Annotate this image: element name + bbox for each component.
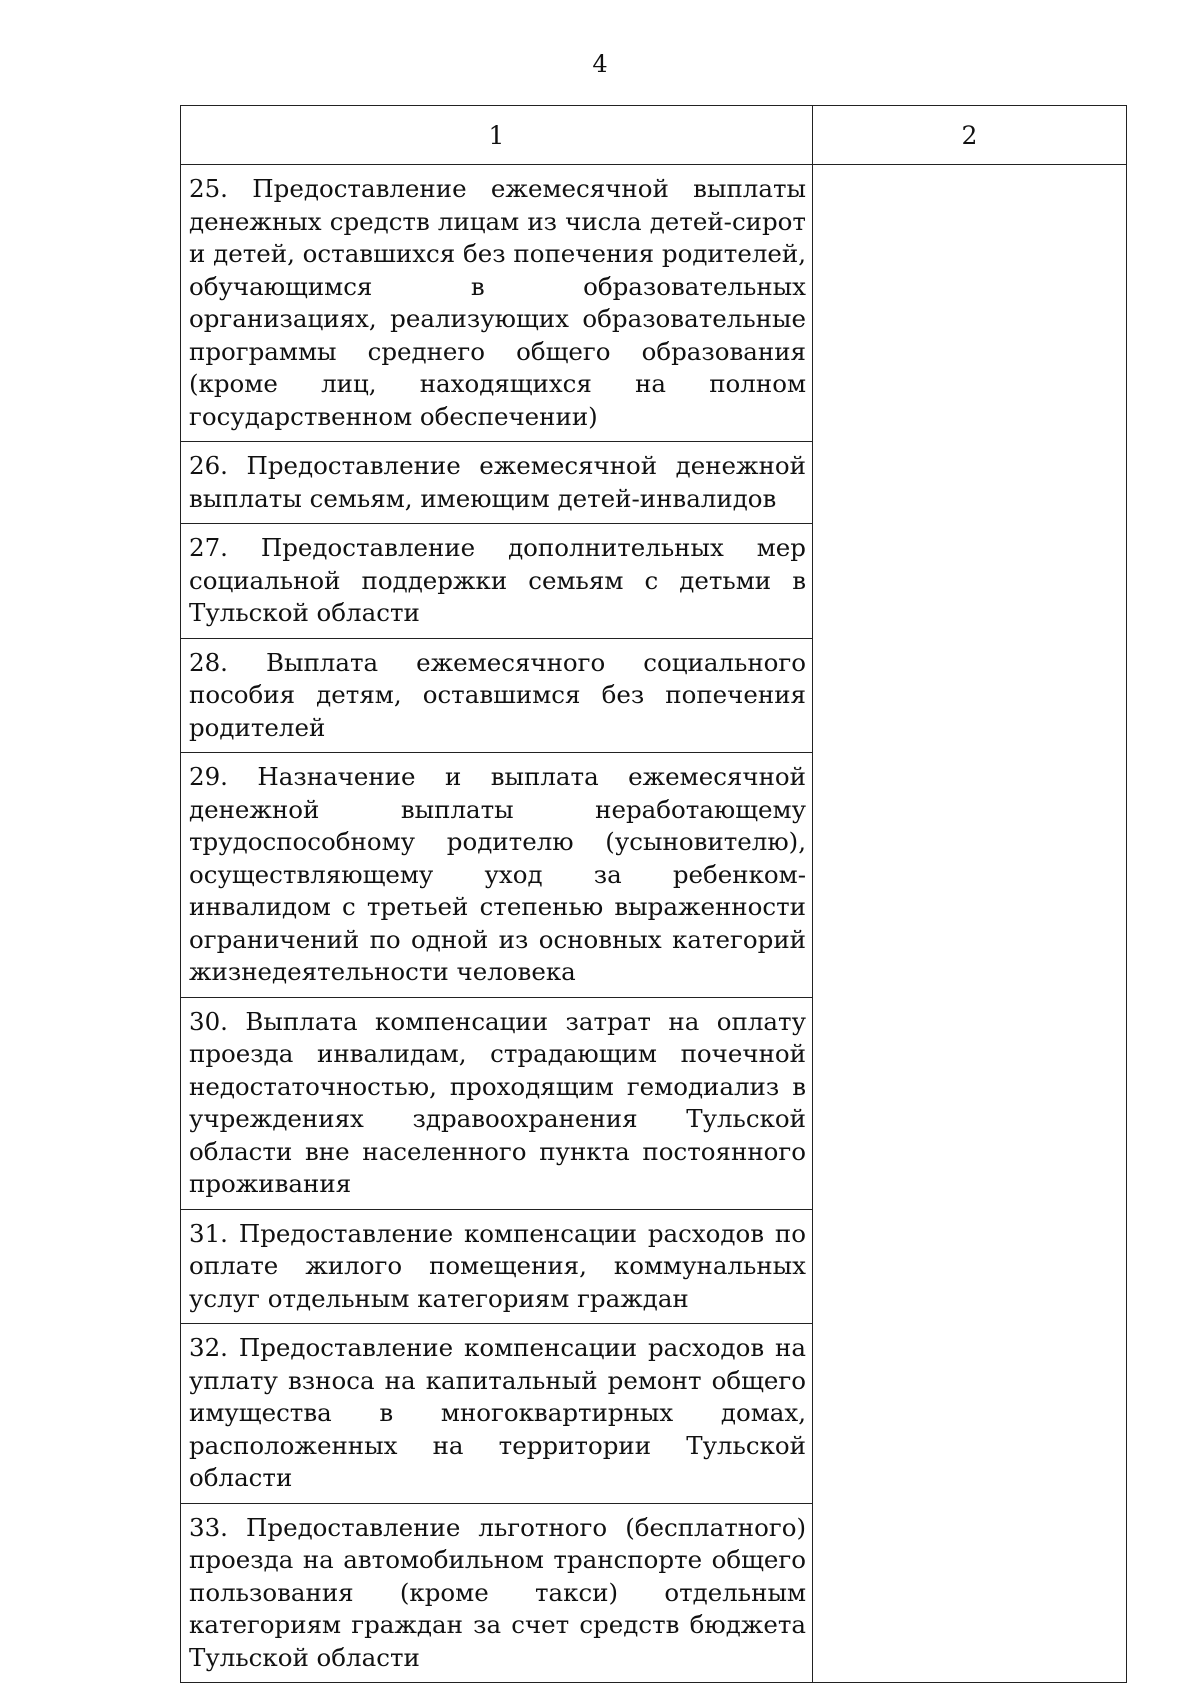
row-col2-31	[813, 1209, 1127, 1324]
row-col2-33	[813, 1503, 1127, 1683]
row-col2-27	[813, 524, 1127, 639]
row-text-29: 29. Назначение и выплата ежемесячной денежной выплаты неработающему трудоспособному родителю (усыновителю), осуществляющему уход за ребенком-инвалидом с третьей степенью выраженности ограничений по одной из основных категорий жизнедеятельности человека	[181, 753, 813, 998]
table-row	[181, 638, 1127, 753]
table-row	[181, 165, 1127, 442]
table-row	[181, 442, 1127, 524]
row-col2-26	[813, 442, 1127, 524]
row-col2-28	[813, 638, 1127, 753]
row-text-31: 31. Предоставление компенсации расходов по оплате жилого помещения, коммунальных услуг отдельным категориям граждан	[181, 1209, 813, 1324]
table-row	[181, 997, 1127, 1209]
table-row	[181, 1503, 1127, 1683]
row-text-32: 32. Предоставление компенсации расходов на уплату взноса на капитальный ремонт общего имущества в многоквартирных домах, расположенных на территории Тульской области	[181, 1324, 813, 1504]
row-col2-25	[813, 165, 1127, 442]
page-number: 4	[592, 50, 608, 78]
row-col2-30	[813, 997, 1127, 1209]
table-row	[181, 524, 1127, 639]
row-text-27: 27. Предоставление дополнительных мер социальной поддержки семьям с детьми в Тульской области	[181, 524, 813, 639]
table-row	[181, 753, 1127, 998]
table-header	[181, 106, 1127, 165]
row-col2-32	[813, 1324, 1127, 1504]
services-table	[180, 105, 1127, 1683]
row-text-33: 33. Предоставление льготного (бесплатного) проезда на автомобильном транспорте общего пользования (кроме такси) отдельным категориям граждан за счет средств бюджета Тульской области	[181, 1503, 813, 1683]
row-text-28: 28. Выплата ежемесячного социального пособия детям, оставшимся без попечения родителей	[181, 638, 813, 753]
table-row	[181, 1209, 1127, 1324]
column-header-2: 2	[813, 106, 1127, 165]
table-body	[181, 165, 1127, 1683]
table-row	[181, 1324, 1127, 1504]
row-text-26: 26. Предоставление ежемесячной денежной выплаты семьям, имеющим детей-инвалидов	[181, 442, 813, 524]
column-header-1: 1	[181, 106, 813, 165]
row-text-25: 25. Предоставление ежемесячной выплаты денежных средств лицам из числа детей-сирот и детей, оставшихся без попечения родителей, обучающимся в образовательных организациях, реализующих образовательные программы среднего общего образования (кроме лиц, находящихся на полном государственном обеспечении)	[181, 165, 813, 442]
header-row	[181, 106, 1127, 165]
row-text-30: 30. Выплата компенсации затрат на оплату проезда инвалидам, страдающим почечной недостаточностью, проходящим гемодиализ в учреждениях здравоохранения Тульской области вне населенного пункта постоянного проживания	[181, 997, 813, 1209]
row-col2-29	[813, 753, 1127, 998]
